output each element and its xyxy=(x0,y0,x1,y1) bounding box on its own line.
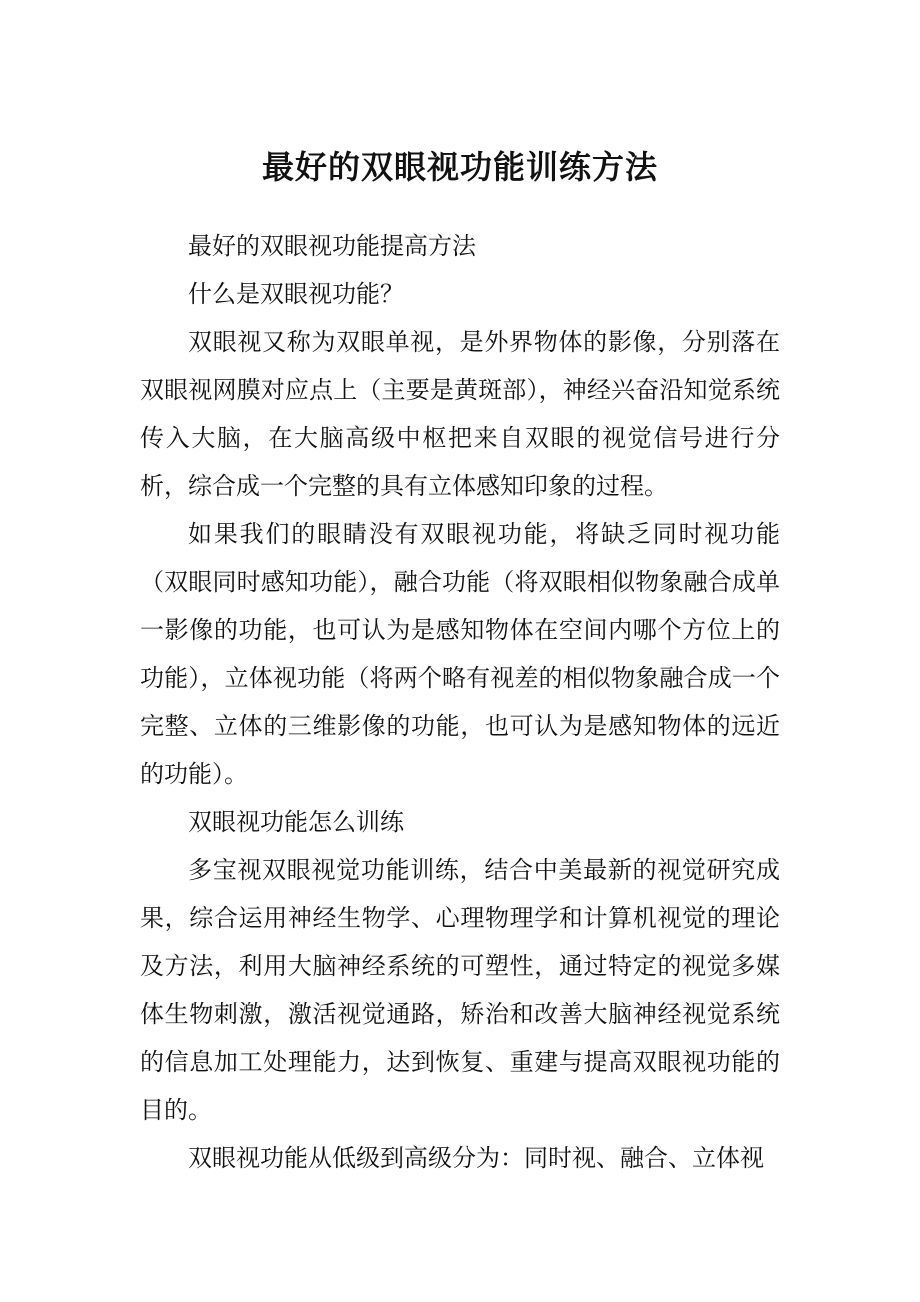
paragraph-consequences: 如果我们的眼睛没有双眼视功能，将缺乏同时视功能（双眼同时感知功能），融合功能（将双眼相似物象融合成单一影像的功能，也可认为是感知物体在空间内哪个方位上的功能），立体视功能（将两个略有视差的相似物象融合成一个完整、立体的三维影像的功能，也可认为是感知物体的远近的功能）。 xyxy=(140,520,780,788)
document-body xyxy=(140,222,780,1182)
paragraph-subtitle: 最好的双眼视功能提高方法 xyxy=(188,232,476,260)
paragraph-training-description: 多宝视双眼视觉功能训练，结合中美最新的视觉研究成果，综合运用神经生物学、心理物理学和计算机视觉的理论及方法，利用大脑神经系统的可塑性，通过特定的视觉多媒体生物刺激，激活视觉通路，矫治和改善大脑神经视觉系统的信息加工处理能力，达到恢复、重建与提高双眼视功能的目的。 xyxy=(140,856,780,1124)
paragraph-definition: 双眼视又称为双眼单视，是外界物体的影像，分别落在双眼视网膜对应点上（主要是黄斑部），神经兴奋沿知觉系统传入大脑，在大脑高级中枢把来自双眼的视觉信号进行分析，综合成一个完整的具有立体感知印象的过程。 xyxy=(140,328,780,500)
paragraph-levels: 双眼视功能从低级到高级分为：同时视、融合、立体视 xyxy=(188,1144,764,1172)
paragraph-question: 什么是双眼视功能？ xyxy=(188,280,404,308)
document-title: 最好的双眼视功能训练方法 xyxy=(261,148,658,186)
paragraph-training-heading: 双眼视功能怎么训练 xyxy=(188,808,404,836)
